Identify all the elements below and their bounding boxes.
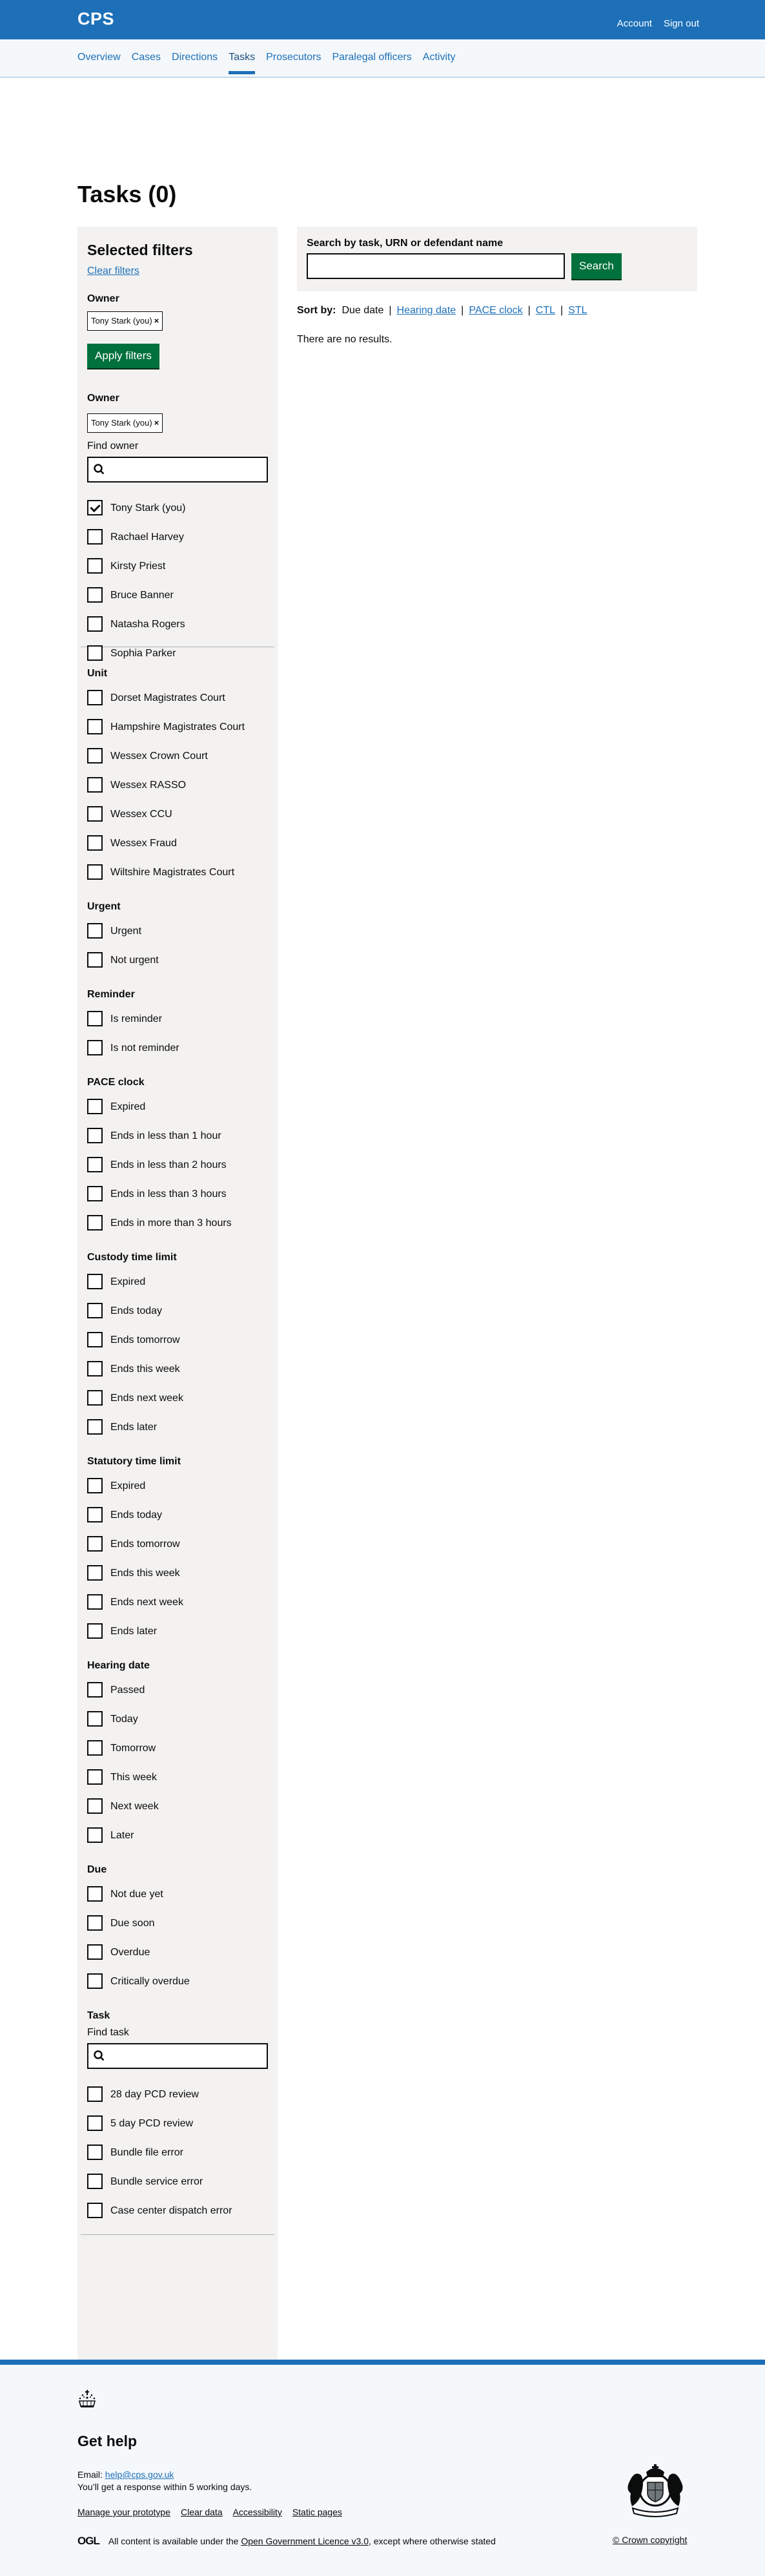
find-task-label: Find task: [87, 2027, 129, 2038]
checkbox[interactable]: [87, 1157, 103, 1172]
hearing-option[interactable]: [87, 1798, 268, 1814]
checkbox[interactable]: [87, 1944, 103, 1960]
checkbox[interactable]: [87, 923, 103, 939]
selected-owner-tag[interactable]: [87, 311, 163, 331]
help-email-line: [77, 2469, 174, 2480]
option-label: Later: [110, 1830, 134, 1841]
checkbox[interactable]: [87, 2174, 103, 2189]
custody-time-limit-filter-section: [87, 1252, 268, 1435]
option-label: Ends later: [110, 1422, 158, 1433]
hearing-option[interactable]: [87, 1682, 268, 1698]
checkbox[interactable]: [87, 558, 103, 574]
checkbox[interactable]: [87, 1478, 103, 1493]
due-option[interactable]: [87, 1944, 268, 1960]
option-label: 5 day PCD review: [110, 2118, 194, 2129]
nav-item-tasks: [229, 52, 255, 74]
ctl-option[interactable]: [87, 1390, 268, 1406]
option-label: Today: [110, 1714, 138, 1725]
option-label: Expired: [110, 1101, 146, 1112]
checkbox[interactable]: [87, 1973, 103, 1989]
divider: |: [389, 305, 392, 316]
checkbox[interactable]: [87, 1886, 103, 1902]
licence-prefix: All content is available under the: [108, 2536, 239, 2546]
nav-link-cases[interactable]: Cases: [131, 52, 161, 63]
open-government-licence-link[interactable]: Open Government Licence v3.0: [241, 2536, 369, 2546]
option-label: Ends in more than 3 hours: [110, 1218, 232, 1229]
ctl-option[interactable]: [87, 1361, 268, 1377]
urgent-heading: Urgent: [87, 901, 121, 912]
option-label: Tony Stark (you): [110, 503, 186, 514]
unit-heading: Unit: [87, 668, 108, 679]
checkbox[interactable]: [87, 777, 103, 793]
stl-option[interactable]: [87, 1507, 268, 1523]
footer-links: [77, 2507, 342, 2517]
owner-tag[interactable]: [87, 413, 163, 433]
checkbox[interactable]: [87, 1419, 103, 1435]
divider: |: [461, 305, 464, 316]
option-label: Hampshire Magistrates Court: [110, 722, 245, 732]
checkbox[interactable]: [87, 616, 103, 632]
clear-data-link[interactable]: Clear data: [180, 2507, 223, 2517]
checkbox[interactable]: [87, 1011, 103, 1026]
pace-option[interactable]: [87, 1186, 268, 1202]
page-title: Tasks (0): [77, 181, 177, 207]
stl-option[interactable]: [87, 1536, 268, 1552]
option-label: Expired: [110, 1480, 146, 1491]
email-prefix: Email:: [77, 2469, 105, 2480]
checkbox[interactable]: [87, 748, 103, 763]
due-filter-section: [87, 1864, 268, 1989]
divider: |: [560, 305, 564, 316]
owner-option[interactable]: [87, 587, 268, 603]
option-label: Passed: [110, 1685, 145, 1696]
option-label: Ends next week: [110, 1597, 183, 1608]
ctl-option[interactable]: [87, 1274, 268, 1290]
nav-item-overview: [77, 52, 121, 74]
unit-option[interactable]: [87, 777, 268, 793]
checkbox-checked[interactable]: [87, 500, 103, 515]
checkbox[interactable]: [87, 1740, 103, 1756]
option-label: Bundle service error: [110, 2176, 203, 2187]
checkbox[interactable]: [87, 806, 103, 822]
unit-option[interactable]: [87, 806, 268, 822]
pace-option[interactable]: [87, 1157, 268, 1173]
crown-copyright-link[interactable]: © Crown copyright: [613, 2535, 688, 2545]
option-label: Tomorrow: [110, 1743, 156, 1754]
reminder-filter-section: [87, 989, 268, 1056]
hearing-option[interactable]: [87, 1740, 268, 1756]
sort-label: Sort by:: [297, 305, 336, 316]
ctl-option[interactable]: [87, 1303, 268, 1319]
option-label: Next week: [110, 1801, 159, 1812]
primary-navigation: [0, 39, 765, 78]
unit-filter-section: [87, 668, 268, 880]
selected-filters-heading: Selected filters: [87, 242, 193, 258]
checkbox[interactable]: [87, 1798, 103, 1814]
checkbox[interactable]: [87, 1361, 103, 1376]
nav-item-directions: [172, 52, 218, 74]
hearing-option[interactable]: [87, 1711, 268, 1727]
due-option[interactable]: [87, 1886, 268, 1902]
option-label: Not due yet: [110, 1889, 163, 1900]
option-label: Ends today: [110, 1305, 163, 1316]
nav-link-prosecutors[interactable]: Prosecutors: [266, 52, 321, 63]
checkbox[interactable]: [87, 1186, 103, 1201]
stl-option[interactable]: [87, 1623, 268, 1639]
pace-clock-filter-section: [87, 1077, 268, 1231]
option-label: Not urgent: [110, 955, 159, 966]
option-label: 28 day PCD review: [110, 2089, 199, 2100]
checkbox[interactable]: [87, 1594, 103, 1610]
hearing-date-filter-section: [87, 1660, 268, 1844]
search-button[interactable]: Search: [571, 253, 622, 279]
checkbox[interactable]: [87, 1565, 103, 1581]
owner-filter-section: [87, 393, 268, 659]
option-label: Ends in less than 3 hours: [110, 1189, 227, 1200]
account-link[interactable]: Account: [617, 18, 652, 29]
stl-option[interactable]: [87, 1478, 268, 1494]
checkbox[interactable]: [87, 645, 103, 661]
urgent-filter-section: [87, 901, 268, 968]
checkbox[interactable]: [87, 1507, 103, 1522]
search-icon: [93, 2050, 106, 2062]
selected-owner-heading: Owner: [87, 293, 119, 304]
pace-option[interactable]: [87, 1215, 268, 1231]
option-label: Bundle file error: [110, 2147, 183, 2158]
task-option[interactable]: [87, 2174, 268, 2190]
sort-options: [297, 305, 587, 317]
option-label: Rachael Harvey: [110, 532, 184, 543]
nav-link-tasks[interactable]: Tasks: [229, 52, 256, 63]
option-label: Ends in less than 1 hour: [110, 1130, 221, 1141]
reminder-heading: Reminder: [87, 989, 135, 1000]
checkbox[interactable]: [87, 2203, 103, 2218]
nav-link-paralegal-officers[interactable]: Paralegal officers: [332, 52, 412, 63]
find-task-input[interactable]: [88, 2044, 267, 2068]
ctl-option[interactable]: [87, 1419, 268, 1435]
checkbox[interactable]: [87, 1827, 103, 1843]
option-label: Wiltshire Magistrates Court: [110, 867, 235, 878]
get-help-heading: Get help: [77, 2433, 138, 2449]
checkbox[interactable]: [87, 864, 103, 880]
option-label: Critically overdue: [110, 1976, 190, 1987]
checkbox[interactable]: [87, 1040, 103, 1055]
unit-option[interactable]: [87, 748, 268, 764]
due-heading: Due: [87, 1864, 107, 1875]
reminder-option[interactable]: [87, 1011, 268, 1027]
site-header: [0, 0, 765, 39]
checkbox[interactable]: [87, 529, 103, 545]
task-option[interactable]: [87, 2086, 268, 2103]
checkbox[interactable]: [87, 1915, 103, 1931]
nav-item-paralegal-officers: [332, 52, 411, 74]
remove-icon: ×: [154, 316, 159, 326]
crown-icon: [77, 2389, 97, 2409]
unit-option[interactable]: [87, 690, 268, 706]
option-label: Overdue: [110, 1947, 150, 1958]
due-option[interactable]: [87, 1915, 268, 1931]
option-label: Wessex RASSO: [110, 780, 187, 791]
divider: |: [527, 305, 531, 316]
checkbox[interactable]: [87, 1099, 103, 1114]
owner-heading: Owner: [87, 393, 119, 404]
filter-panel: [77, 227, 278, 2411]
task-options-scroll[interactable]: [81, 2080, 274, 2235]
checkbox[interactable]: [87, 719, 103, 734]
task-option[interactable]: [87, 2203, 268, 2219]
option-label: Wessex CCU: [110, 809, 172, 820]
owner-options-scroll[interactable]: [81, 493, 274, 659]
owner-option[interactable]: [87, 616, 268, 632]
tag-label: Tony Stark (you): [91, 316, 152, 326]
royal-coat-of-arms-icon: [617, 2453, 694, 2520]
option-label: Case center dispatch error: [110, 2205, 232, 2216]
pace-option[interactable]: [87, 1099, 268, 1115]
option-label: Urgent: [110, 926, 142, 937]
option-label: Dorset Magistrates Court: [110, 692, 225, 703]
nav-link-activity[interactable]: Activity: [422, 52, 456, 63]
owner-option[interactable]: [87, 645, 268, 661]
site-footer: [0, 2360, 765, 2576]
find-owner-field: [87, 457, 268, 483]
option-label: Bruce Banner: [110, 590, 174, 601]
checkbox[interactable]: [87, 1769, 103, 1785]
search-input[interactable]: [307, 253, 565, 279]
statutory-time-limit-filter-section: [87, 1456, 268, 1639]
hearing-option[interactable]: [87, 1769, 268, 1785]
checkbox[interactable]: [87, 1332, 103, 1347]
search-label: Search by task, URN or defendant name: [307, 238, 504, 249]
checkbox[interactable]: [87, 835, 103, 851]
checkbox[interactable]: [87, 1536, 103, 1552]
sign-out-link[interactable]: Sign out: [663, 18, 699, 29]
option-label: Ends next week: [110, 1393, 183, 1404]
task-heading: Task: [87, 2010, 110, 2021]
sort-hearing-date-link[interactable]: Hearing date: [396, 305, 456, 316]
option-label: Ends tomorrow: [110, 1539, 180, 1550]
option-label: Due soon: [110, 1918, 155, 1929]
apply-filters-button[interactable]: Apply filters: [87, 344, 159, 368]
checkbox[interactable]: [87, 1390, 103, 1406]
owner-option[interactable]: [87, 558, 268, 574]
remove-icon: ×: [154, 418, 159, 428]
task-option[interactable]: [87, 2115, 268, 2132]
find-owner-label: Find owner: [87, 441, 139, 452]
option-label: Ends this week: [110, 1364, 180, 1375]
response-time-text: You’ll get a response within 5 working days.: [77, 2482, 252, 2492]
owner-option[interactable]: [87, 500, 268, 516]
urgent-option[interactable]: [87, 923, 268, 939]
unit-option[interactable]: [87, 864, 268, 880]
clear-filters-link[interactable]: Clear filters: [87, 265, 139, 276]
licence-suffix: , except where otherwise stated: [368, 2536, 496, 2546]
stl-option[interactable]: [87, 1565, 268, 1581]
sort-pace-clock-link[interactable]: PACE clock: [469, 305, 523, 316]
option-label: Ends tomorrow: [110, 1335, 180, 1345]
nav-link-directions[interactable]: Directions: [172, 52, 218, 63]
hearing-option[interactable]: [87, 1827, 268, 1844]
ogl-logo-icon: OGL: [77, 2535, 99, 2547]
option-label: Ends in less than 2 hours: [110, 1159, 227, 1170]
custody-time-limit-heading: Custody time limit: [87, 1252, 177, 1263]
ctl-option[interactable]: [87, 1332, 268, 1348]
option-label: Sophia Parker: [110, 648, 176, 659]
checkbox[interactable]: [87, 1711, 103, 1727]
sort-current-due-date: Due date: [342, 305, 384, 316]
licence-line: [77, 2535, 496, 2548]
reminder-option[interactable]: [87, 1040, 268, 1056]
no-results-message: There are no results.: [297, 334, 393, 345]
tag-label: Tony Stark (you): [91, 418, 152, 428]
pace-option[interactable]: [87, 1128, 268, 1144]
task-option[interactable]: [87, 2145, 268, 2161]
option-label: Is reminder: [110, 1013, 163, 1024]
statutory-time-limit-heading: Statutory time limit: [87, 1456, 181, 1467]
pace-clock-heading: PACE clock: [87, 1077, 145, 1088]
option-label: Ends this week: [110, 1568, 180, 1579]
option-label: Expired: [110, 1276, 146, 1287]
checkbox[interactable]: [87, 1682, 103, 1698]
unit-option[interactable]: [87, 719, 268, 735]
option-label: Ends today: [110, 1510, 163, 1521]
checkbox[interactable]: [87, 587, 103, 603]
checkbox[interactable]: [87, 2115, 103, 2131]
option-label: This week: [110, 1772, 158, 1783]
option-label: Kirsty Priest: [110, 561, 166, 572]
option-label: Wessex Crown Court: [110, 751, 208, 762]
checkbox[interactable]: [87, 690, 103, 705]
sort-ctl-link[interactable]: CTL: [535, 305, 555, 316]
checkbox[interactable]: [87, 1274, 103, 1289]
option-label: Is not reminder: [110, 1043, 179, 1054]
checkbox[interactable]: [87, 952, 103, 968]
checkbox[interactable]: [87, 1128, 103, 1143]
header-links: [617, 18, 699, 29]
search-panel: [297, 227, 697, 291]
stl-option[interactable]: [87, 1594, 268, 1610]
static-pages-link[interactable]: Static pages: [292, 2507, 342, 2517]
nav-link-overview[interactable]: Overview: [77, 52, 121, 63]
task-filter-section: [87, 2010, 268, 2235]
checkbox[interactable]: [87, 1623, 103, 1639]
help-email-link[interactable]: help@cps.gov.uk: [105, 2469, 174, 2480]
option-label: Wessex Fraud: [110, 838, 177, 849]
brand-logo-link[interactable]: CPS: [77, 9, 115, 28]
urgent-option[interactable]: [87, 952, 268, 968]
due-option[interactable]: [87, 1973, 268, 1989]
sort-stl-link[interactable]: STL: [568, 305, 587, 316]
owner-option[interactable]: [87, 529, 268, 545]
manage-prototype-link[interactable]: Manage your prototype: [77, 2507, 170, 2517]
unit-option[interactable]: [87, 835, 268, 851]
option-label: Ends later: [110, 1626, 158, 1637]
hearing-date-heading: Hearing date: [87, 1660, 150, 1671]
checkbox[interactable]: [87, 2145, 103, 2160]
find-owner-input[interactable]: [88, 458, 267, 481]
nav-item-activity: [423, 52, 456, 74]
accessibility-link[interactable]: Accessibility: [232, 2507, 282, 2517]
nav-item-cases: [132, 52, 161, 74]
find-task-field: [87, 2043, 268, 2069]
option-label: Natasha Rogers: [110, 619, 185, 630]
search-icon: [93, 463, 106, 476]
checkbox[interactable]: [87, 1303, 103, 1318]
nav-item-prosecutors: [266, 52, 321, 74]
crown-copyright: [613, 2535, 687, 2545]
checkbox[interactable]: [87, 2086, 103, 2102]
checkbox[interactable]: [87, 1215, 103, 1231]
